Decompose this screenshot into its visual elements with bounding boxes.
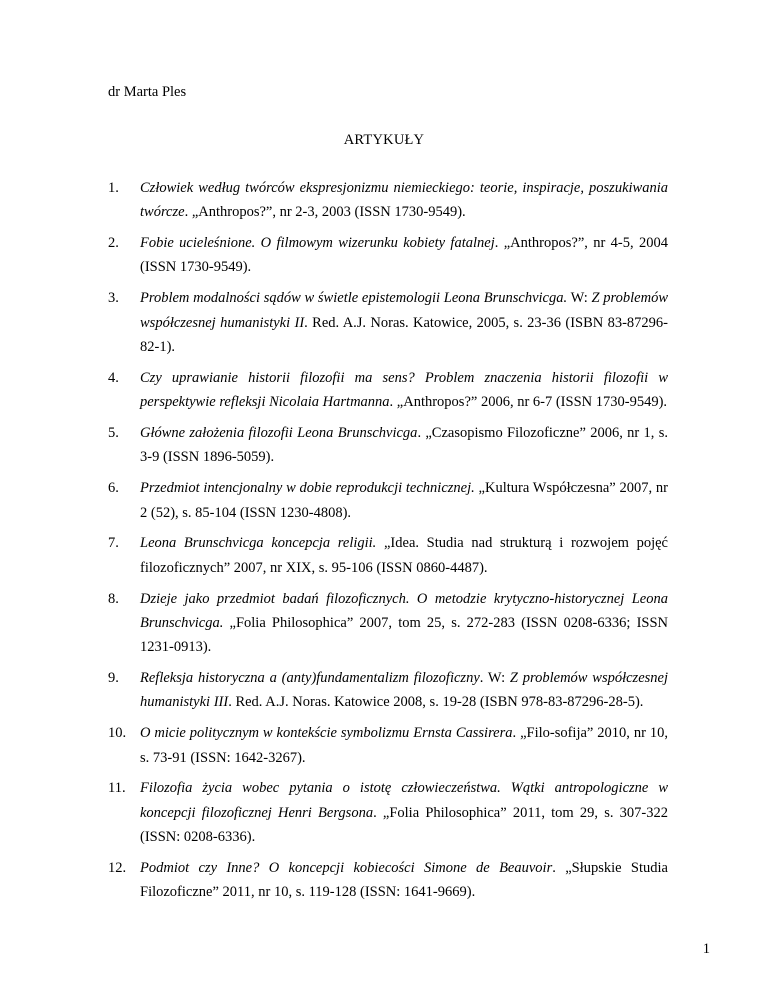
author-name: dr Marta Ples — [108, 84, 187, 100]
article-title: Podmiot czy Inne? O koncepcji kobiecości Simone de Beauvoir — [140, 859, 553, 876]
article-details: . „Słupskie Studia Filozoficzne” 2011, nr 10, s. 119-128 (ISSN: 1641-9669). — [140, 859, 668, 901]
articles-list — [108, 176, 668, 911]
article-details: . W: — [479, 670, 510, 687]
article-item — [108, 721, 668, 770]
article-details: . „Folia Philosophica” 2011, tom 29, s. 307-322 (ISSN: 0208-6336). — [140, 804, 668, 846]
article-item — [108, 366, 668, 415]
article-number: 8. — [108, 590, 119, 607]
article-title: Filozofia życia wobec pytania o istotę człowieczeństwa. Wątki antropologiczne w koncepcji filozoficznej Henri Bergsona — [140, 780, 668, 821]
article-details: „Idea. Studia nad strukturą i rozwojem pojęć filozoficznych” 2007, nr XIX, s. 95-106 (ISSN 0860-4487). — [140, 535, 668, 576]
article-title: Główne założenia filozofii Leona Brunschvicga — [140, 425, 418, 442]
article-details-2: . Red. A.J. Noras. Katowice, 2005, s. 23-36 (ISBN 83-87296-82-1). — [140, 314, 668, 355]
article-details-2: . Red. A.J. Noras. Katowice 2008, s. 19-28 (ISBN 978-83-87296-28-5). — [228, 694, 644, 711]
article-number: 10. — [108, 725, 127, 742]
book-title: Z problemów współczesnej humanistyki II — [140, 290, 668, 331]
article-details: . „Anthropos?”, nr 2-3, 2003 (ISSN 1730-9549). — [184, 204, 466, 221]
article-title: Dzieje jako przedmiot badań filozoficznych. O metodzie krytyczno-historycznej Leona Brunschvicga. — [140, 590, 668, 631]
article-number: 9. — [108, 670, 119, 687]
article-title: Refleksja historyczna a (anty)fundamentalizm filozoficzny — [140, 670, 480, 687]
article-title: Problem modalności sądów w świetle epistemologii Leona Brunschvicga. — [140, 290, 568, 307]
article-item — [108, 587, 668, 660]
article-title: Przedmiot intencjonalny w dobie reprodukcji technicznej. — [140, 480, 475, 497]
article-details: . „Czasopismo Filozoficzne” 2006, nr 1, s. 3-9 (ISSN 1896-5059). — [140, 425, 669, 466]
article-item — [108, 856, 668, 905]
article-details: . „Filo-sofija” 2010, nr 10, s. 73-91 (ISSN: 1642-3267). — [140, 725, 668, 766]
article-details: W: — [567, 290, 592, 307]
article-title: Czy uprawianie historii filozofii ma sens? Problem znaczenia historii filozofii w perspektywie refleksji Nicolaia Hartmanna — [140, 369, 668, 411]
article-item — [108, 476, 668, 525]
article-item — [108, 176, 668, 225]
book-title: Z problemów współczesnej humanistyki III — [140, 670, 668, 711]
article-item — [108, 421, 668, 470]
page-number: 1 — [702, 941, 710, 957]
article-number: 1. — [108, 180, 119, 196]
article-item — [108, 666, 668, 715]
article-title: O micie politycznym w kontekście symbolizmu Ernsta Cassirera — [140, 725, 513, 742]
article-title: Człowiek według twórców ekspresjonizmu niemieckiego: teorie, inspiracje, poszukiwania twórcze — [140, 180, 668, 221]
article-item — [108, 286, 668, 359]
article-details: . „Anthropos?” 2006, nr 6-7 (ISSN 1730-9549). — [389, 394, 668, 411]
article-item — [108, 776, 668, 849]
article-details: . „Anthropos?”, nr 4-5, 2004 (ISSN 1730-9549). — [140, 235, 668, 276]
article-number: 5. — [108, 425, 119, 442]
article-number: 12. — [108, 859, 127, 876]
article-number: 11. — [108, 780, 126, 797]
article-item — [108, 231, 668, 280]
article-title: Fobie ucieleśnione. O filmowym wizerunku kobiety fatalnej — [140, 235, 495, 252]
article-item — [108, 531, 668, 580]
section-heading: ARTYKUŁY — [343, 132, 425, 148]
article-number: 2. — [108, 235, 119, 252]
article-number: 4. — [108, 369, 119, 386]
article-number: 6. — [108, 480, 119, 497]
article-title: Leona Brunschvicga koncepcja religii. — [140, 535, 377, 552]
article-details: „Folia Philosophica” 2007, tom 25, s. 272-283 (ISSN 0208-6336; ISSN 1231-0913). — [140, 614, 668, 656]
article-details: „Kultura Współczesna” 2007, nr 2 (52), s. 85-104 (ISSN 1230-4808). — [140, 480, 668, 521]
article-number: 7. — [108, 535, 119, 552]
article-number: 3. — [108, 290, 119, 307]
